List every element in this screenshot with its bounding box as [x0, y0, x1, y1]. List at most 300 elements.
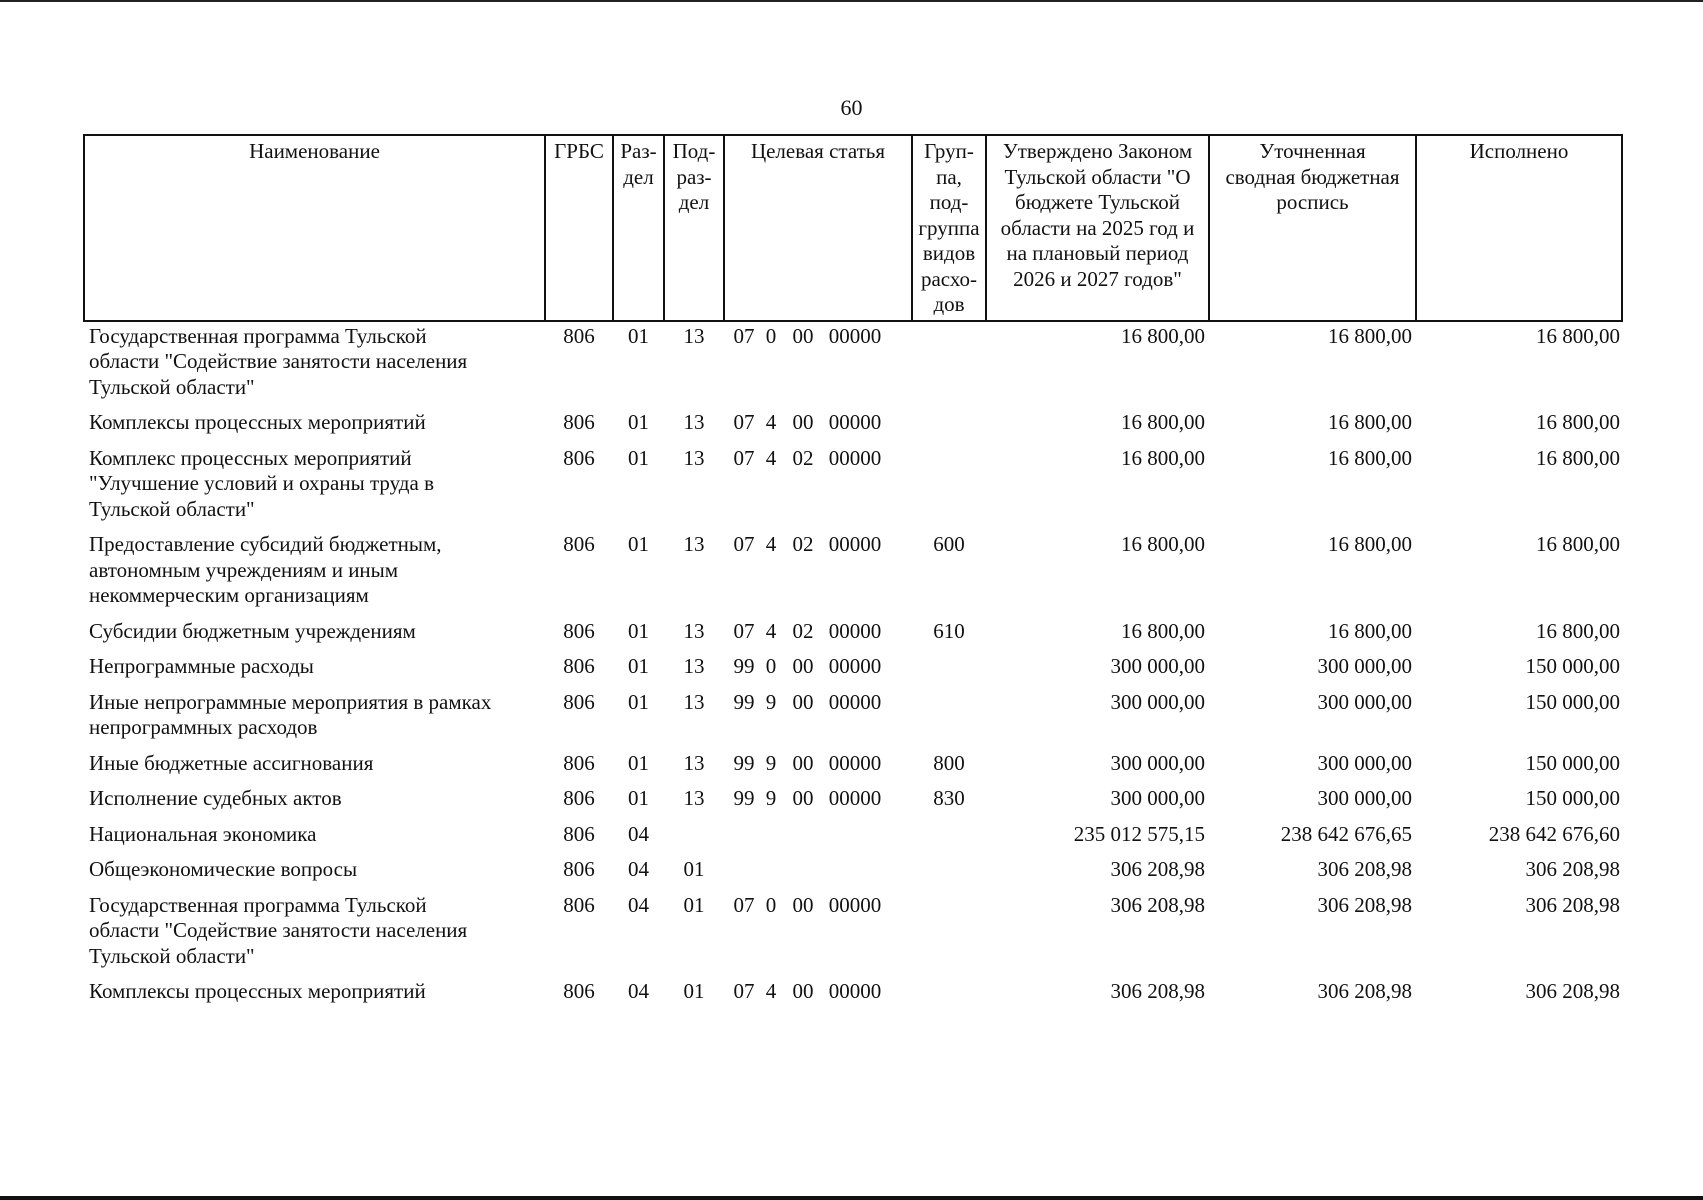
row-grbs-text: 806: [563, 410, 595, 434]
header-executed-label: Исполнено: [1469, 139, 1569, 163]
row-refined-text: 16 800,00: [1328, 618, 1412, 643]
row-approved: [986, 979, 1209, 1005]
table-row: [84, 619, 1622, 655]
header-expense-group-label: Груп- па, под- группа видов расхо- дов: [918, 139, 980, 316]
target-event-code: 00: [792, 323, 814, 348]
row-razdel: [613, 321, 664, 411]
row-approved-text: 300 000,00: [1110, 750, 1205, 775]
target-subprogram-code: 4: [765, 618, 777, 643]
row-grbs-text: 806: [563, 445, 595, 470]
table-row: [84, 857, 1622, 893]
row-podrazdel-text: 13: [683, 654, 705, 678]
row-razdel-text: 01: [628, 323, 649, 348]
row-executed-text: 238 642 676,60: [1488, 821, 1620, 846]
row-grbs: [545, 690, 613, 751]
row-expense-group: [912, 446, 986, 533]
row-name: [84, 893, 545, 980]
target-event-code: 00: [792, 892, 814, 917]
row-name-text: Иные бюджетные ассигнования: [89, 750, 374, 775]
target-subprogram-code: 4: [765, 532, 777, 556]
row-podrazdel: [664, 786, 724, 822]
row-grbs-text: 806: [563, 689, 595, 714]
target-subprogram-code: 4: [765, 979, 777, 1003]
row-approved: [986, 619, 1209, 655]
target-direction-code: 00000: [828, 532, 882, 556]
row-name: [84, 654, 545, 690]
table-row: [84, 822, 1622, 858]
row-grbs-text: 806: [563, 892, 595, 917]
table-body: [84, 321, 1622, 1005]
row-podrazdel: [664, 654, 724, 690]
row-grbs: [545, 532, 613, 619]
row-grbs-text: 806: [563, 857, 595, 881]
target-subprogram-code: 9: [765, 689, 777, 714]
table-row: [84, 979, 1622, 1005]
row-refined-text: 16 800,00: [1328, 323, 1412, 348]
row-podrazdel: [664, 446, 724, 533]
row-podrazdel: [664, 532, 724, 619]
row-approved: [986, 690, 1209, 751]
target-article-parts: [726, 690, 910, 716]
row-podrazdel: [664, 410, 724, 446]
row-executed: [1416, 786, 1622, 822]
row-razdel-text: 01: [628, 654, 649, 678]
row-executed: [1416, 979, 1622, 1005]
row-podrazdel: [664, 619, 724, 655]
row-expense-group: [912, 893, 986, 980]
row-target-article: [724, 410, 912, 446]
budget-table-container: [83, 134, 1621, 1005]
row-name-text: Предоставление субсидий бюджетным, автономным учреждениям и иным некоммерческим организациям: [89, 532, 442, 607]
row-grbs-text: 806: [563, 323, 595, 348]
row-executed-text: 16 800,00: [1536, 618, 1620, 643]
target-event-code: 00: [792, 689, 814, 714]
row-expense-group: [912, 857, 986, 893]
row-razdel: [613, 654, 664, 690]
row-expense-group-text: 600: [933, 532, 965, 556]
row-name: [84, 690, 545, 751]
top-border-line: [0, 0, 1703, 2]
row-refined: [1209, 822, 1416, 858]
target-article-parts: [726, 751, 910, 777]
header-refined: [1209, 135, 1416, 321]
row-podrazdel-text: 01: [683, 979, 705, 1003]
target-direction-code: 00000: [828, 750, 882, 775]
row-refined: [1209, 979, 1416, 1005]
row-name: [84, 857, 545, 893]
target-event-code: 00: [792, 750, 814, 775]
row-executed-text: 150 000,00: [1525, 786, 1620, 810]
row-expense-group-text: 800: [933, 750, 965, 775]
row-razdel: [613, 893, 664, 980]
row-grbs: [545, 857, 613, 893]
row-name-text: Государственная программа Тульской области "Содействие занятости населения Тульской области": [89, 892, 468, 968]
target-program-code: 07: [733, 892, 755, 917]
row-grbs: [545, 751, 613, 787]
row-refined: [1209, 751, 1416, 787]
row-target-article: [724, 321, 912, 411]
target-program-code: 07: [733, 410, 755, 434]
row-refined-text: 306 208,98: [1317, 892, 1412, 917]
row-razdel-text: 01: [628, 786, 649, 810]
row-refined-text: 300 000,00: [1317, 654, 1412, 678]
row-refined: [1209, 654, 1416, 690]
target-direction-code: 00000: [828, 654, 882, 678]
table-row: [84, 446, 1622, 533]
table-row: [84, 751, 1622, 787]
target-subprogram-code: 4: [765, 445, 777, 470]
row-refined: [1209, 532, 1416, 619]
target-subprogram-code: 4: [765, 410, 777, 434]
page-number: 60: [840, 95, 863, 120]
row-executed: [1416, 532, 1622, 619]
row-razdel: [613, 532, 664, 619]
table-header-row: [84, 135, 1622, 321]
row-name-text: Иные непрограммные мероприятия в рамках непрограммных расходов: [89, 689, 492, 739]
row-target-article: [724, 654, 912, 690]
row-name-text: Исполнение судебных актов: [89, 786, 342, 810]
row-razdel: [613, 786, 664, 822]
row-approved-text: 16 800,00: [1121, 618, 1205, 643]
row-executed-text: 16 800,00: [1536, 445, 1620, 470]
table-row: [84, 893, 1622, 980]
target-event-code: 00: [792, 654, 814, 678]
row-approved-text: 300 000,00: [1110, 786, 1205, 810]
header-target-article-label: Целевая статья: [750, 139, 886, 163]
row-podrazdel-text: 13: [683, 445, 705, 470]
row-grbs-text: 806: [563, 654, 595, 678]
row-refined-text: 300 000,00: [1317, 689, 1412, 714]
table-row: [84, 654, 1622, 690]
target-event-code: 02: [792, 445, 814, 470]
table-row: [84, 410, 1622, 446]
row-executed-text: 306 208,98: [1525, 979, 1620, 1003]
header-name-label: Наименование: [249, 139, 380, 163]
row-approved: [986, 822, 1209, 858]
row-approved-text: 300 000,00: [1110, 654, 1205, 678]
row-target-article: [724, 532, 912, 619]
row-grbs: [545, 410, 613, 446]
row-executed-text: 306 208,98: [1525, 892, 1620, 917]
target-article-parts: [726, 979, 910, 1005]
row-name-text: Субсидии бюджетным учреждениям: [89, 618, 416, 643]
row-refined: [1209, 321, 1416, 411]
row-podrazdel-text: 01: [683, 892, 705, 917]
row-refined: [1209, 893, 1416, 980]
target-article-parts: [726, 324, 910, 350]
row-target-article: [724, 822, 912, 858]
row-target-article: [724, 979, 912, 1005]
row-name-text: Национальная экономика: [89, 821, 317, 846]
row-grbs: [545, 786, 613, 822]
row-razdel-text: 01: [628, 750, 649, 775]
row-grbs-text: 806: [563, 821, 595, 846]
header-podrazdel-label: Под- раз- дел: [672, 139, 716, 214]
row-refined-text: 300 000,00: [1317, 786, 1412, 810]
row-approved: [986, 857, 1209, 893]
target-direction-code: 00000: [828, 323, 882, 348]
row-podrazdel: [664, 857, 724, 893]
row-razdel: [613, 857, 664, 893]
row-target-article: [724, 751, 912, 787]
target-event-code: 00: [792, 786, 814, 810]
row-name-text: Непрограммные расходы: [89, 654, 314, 678]
row-approved: [986, 410, 1209, 446]
target-program-code: 07: [733, 323, 755, 348]
row-podrazdel-text: 01: [683, 857, 705, 881]
table-row: [84, 321, 1622, 411]
target-direction-code: 00000: [828, 445, 882, 470]
row-target-article: [724, 893, 912, 980]
row-name-text: Комплексы процессных мероприятий: [89, 410, 426, 434]
row-razdel-text: 01: [628, 532, 649, 556]
row-podrazdel-text: 13: [683, 323, 705, 348]
row-executed: [1416, 690, 1622, 751]
header-expense-group: [912, 135, 986, 321]
row-name: [84, 532, 545, 619]
row-executed: [1416, 619, 1622, 655]
row-razdel: [613, 446, 664, 533]
row-podrazdel: [664, 751, 724, 787]
row-grbs: [545, 619, 613, 655]
row-approved-text: 306 208,98: [1110, 892, 1205, 917]
bottom-border-line: [0, 1196, 1703, 1200]
row-executed-text: 16 800,00: [1536, 410, 1620, 434]
row-executed-text: 150 000,00: [1525, 689, 1620, 714]
row-expense-group: [912, 786, 986, 822]
row-name: [84, 979, 545, 1005]
row-grbs: [545, 446, 613, 533]
row-refined-text: 16 800,00: [1328, 445, 1412, 470]
header-target-article: [724, 135, 912, 321]
header-executed: [1416, 135, 1622, 321]
target-article-parts: [726, 619, 910, 645]
row-grbs-text: 806: [563, 618, 595, 643]
table-row: [84, 786, 1622, 822]
row-refined-text: 306 208,98: [1317, 857, 1412, 881]
row-refined-text: 300 000,00: [1317, 750, 1412, 775]
header-razdel: [613, 135, 664, 321]
row-target-article: [724, 857, 912, 893]
target-event-code: 00: [792, 979, 814, 1003]
row-target-article: [724, 446, 912, 533]
row-razdel-text: 04: [628, 857, 649, 881]
target-article-parts: [726, 654, 910, 680]
row-name-text: Общеэкономические вопросы: [89, 857, 358, 881]
target-subprogram-code: 0: [765, 654, 777, 678]
row-executed: [1416, 446, 1622, 533]
row-podrazdel-text: 13: [683, 410, 705, 434]
row-expense-group: [912, 532, 986, 619]
row-razdel: [613, 822, 664, 858]
row-razdel: [613, 619, 664, 655]
target-article-parts: [726, 786, 910, 812]
target-direction-code: 00000: [828, 786, 882, 810]
row-podrazdel: [664, 321, 724, 411]
row-grbs: [545, 822, 613, 858]
row-approved-text: 306 208,98: [1110, 857, 1205, 881]
target-direction-code: 00000: [828, 979, 882, 1003]
row-approved: [986, 654, 1209, 690]
target-direction-code: 00000: [828, 892, 882, 917]
target-program-code: 99: [733, 750, 755, 775]
row-razdel: [613, 751, 664, 787]
row-name-text: Комплекс процессных мероприятий "Улучшение условий и охраны труда в Тульской области": [89, 445, 434, 521]
row-executed-text: 16 800,00: [1536, 532, 1620, 556]
row-refined: [1209, 446, 1416, 533]
row-expense-group: [912, 822, 986, 858]
row-grbs-text: 806: [563, 750, 595, 775]
row-approved-text: 16 800,00: [1121, 532, 1205, 556]
row-expense-group: [912, 619, 986, 655]
row-expense-group: [912, 979, 986, 1005]
row-name-text: Комплексы процессных мероприятий: [89, 979, 426, 1003]
row-executed: [1416, 751, 1622, 787]
row-refined-text: 238 642 676,65: [1280, 821, 1412, 846]
row-refined: [1209, 619, 1416, 655]
row-refined: [1209, 410, 1416, 446]
row-razdel-text: 04: [628, 821, 649, 846]
row-target-article: [724, 786, 912, 822]
row-expense-group: [912, 410, 986, 446]
row-grbs-text: 806: [563, 979, 595, 1003]
target-article-parts: [726, 446, 910, 472]
target-subprogram-code: 0: [765, 323, 777, 348]
row-grbs: [545, 893, 613, 980]
row-executed-text: 150 000,00: [1525, 654, 1620, 678]
row-target-article: [724, 619, 912, 655]
row-expense-group-text: 830: [933, 786, 965, 810]
header-name: [84, 135, 545, 321]
row-podrazdel: [664, 893, 724, 980]
target-program-code: 99: [733, 654, 755, 678]
header-podrazdel: [664, 135, 724, 321]
row-podrazdel-text: 13: [683, 618, 705, 643]
row-approved-text: 16 800,00: [1121, 445, 1205, 470]
target-direction-code: 00000: [828, 689, 882, 714]
row-refined: [1209, 857, 1416, 893]
target-article-parts: [726, 410, 910, 436]
header-grbs: [545, 135, 613, 321]
row-approved-text: 16 800,00: [1121, 410, 1205, 434]
row-name: [84, 321, 545, 411]
row-approved-text: 16 800,00: [1121, 323, 1205, 348]
target-program-code: 99: [733, 786, 755, 810]
header-refined-label: Уточненная сводная бюджетная роспись: [1225, 139, 1400, 214]
row-podrazdel: [664, 822, 724, 858]
row-refined-text: 16 800,00: [1328, 410, 1412, 434]
row-podrazdel-text: 13: [683, 689, 705, 714]
row-approved-text: 300 000,00: [1110, 689, 1205, 714]
row-approved: [986, 786, 1209, 822]
budget-table: [83, 134, 1623, 1005]
target-program-code: 07: [733, 445, 755, 470]
target-subprogram-code: 0: [765, 892, 777, 917]
target-event-code: 02: [792, 532, 814, 556]
header-razdel-label: Раз- дел: [620, 139, 657, 189]
row-name: [84, 619, 545, 655]
header-approved-label: Утверждено Законом Тульской области "О бюджете Тульской области на 2025 год и на плановый период 2026 и 2027 годов": [1000, 139, 1195, 291]
row-razdel-text: 04: [628, 979, 649, 1003]
row-approved: [986, 751, 1209, 787]
target-subprogram-code: 9: [765, 750, 777, 775]
row-expense-group-text: 610: [933, 618, 965, 643]
row-approved: [986, 893, 1209, 980]
row-name: [84, 786, 545, 822]
row-expense-group: [912, 690, 986, 751]
row-executed: [1416, 654, 1622, 690]
row-name: [84, 822, 545, 858]
row-podrazdel: [664, 979, 724, 1005]
row-razdel-text: 01: [628, 689, 649, 714]
row-expense-group: [912, 751, 986, 787]
row-executed: [1416, 857, 1622, 893]
row-approved-text: 306 208,98: [1110, 979, 1205, 1003]
row-grbs: [545, 321, 613, 411]
row-approved-text: 235 012 575,15: [1073, 821, 1205, 846]
row-executed: [1416, 822, 1622, 858]
target-program-code: 99: [733, 689, 755, 714]
row-refined-text: 16 800,00: [1328, 532, 1412, 556]
table-row: [84, 690, 1622, 751]
row-razdel: [613, 979, 664, 1005]
row-podrazdel-text: 13: [683, 750, 705, 775]
target-article-parts: [726, 532, 910, 558]
row-expense-group: [912, 321, 986, 411]
row-razdel: [613, 410, 664, 446]
target-event-code: 00: [792, 410, 814, 434]
target-program-code: 07: [733, 618, 755, 643]
row-razdel-text: 04: [628, 892, 649, 917]
row-approved: [986, 532, 1209, 619]
row-grbs-text: 806: [563, 786, 595, 810]
target-article-parts: [726, 893, 910, 919]
row-razdel: [613, 690, 664, 751]
row-target-article: [724, 690, 912, 751]
target-program-code: 07: [733, 979, 755, 1003]
row-razdel-text: 01: [628, 445, 649, 470]
row-refined: [1209, 690, 1416, 751]
row-refined: [1209, 786, 1416, 822]
row-grbs: [545, 979, 613, 1005]
row-refined-text: 306 208,98: [1317, 979, 1412, 1003]
row-expense-group: [912, 654, 986, 690]
header-approved: [986, 135, 1209, 321]
row-executed: [1416, 410, 1622, 446]
row-razdel-text: 01: [628, 410, 649, 434]
row-approved: [986, 446, 1209, 533]
table-row: [84, 532, 1622, 619]
target-direction-code: 00000: [828, 618, 882, 643]
row-executed: [1416, 893, 1622, 980]
target-program-code: 07: [733, 532, 755, 556]
row-podrazdel-text: 13: [683, 532, 705, 556]
row-podrazdel: [664, 690, 724, 751]
row-name: [84, 446, 545, 533]
row-grbs-text: 806: [563, 532, 595, 556]
row-executed-text: 16 800,00: [1536, 323, 1620, 348]
target-direction-code: 00000: [828, 410, 882, 434]
row-name: [84, 751, 545, 787]
row-executed-text: 306 208,98: [1525, 857, 1620, 881]
row-grbs: [545, 654, 613, 690]
row-approved: [986, 321, 1209, 411]
target-event-code: 02: [792, 618, 814, 643]
row-executed: [1416, 321, 1622, 411]
header-grbs-label: ГРБС: [554, 139, 604, 163]
row-executed-text: 150 000,00: [1525, 750, 1620, 775]
row-name-text: Государственная программа Тульской области "Содействие занятости населения Тульской области": [89, 323, 468, 399]
